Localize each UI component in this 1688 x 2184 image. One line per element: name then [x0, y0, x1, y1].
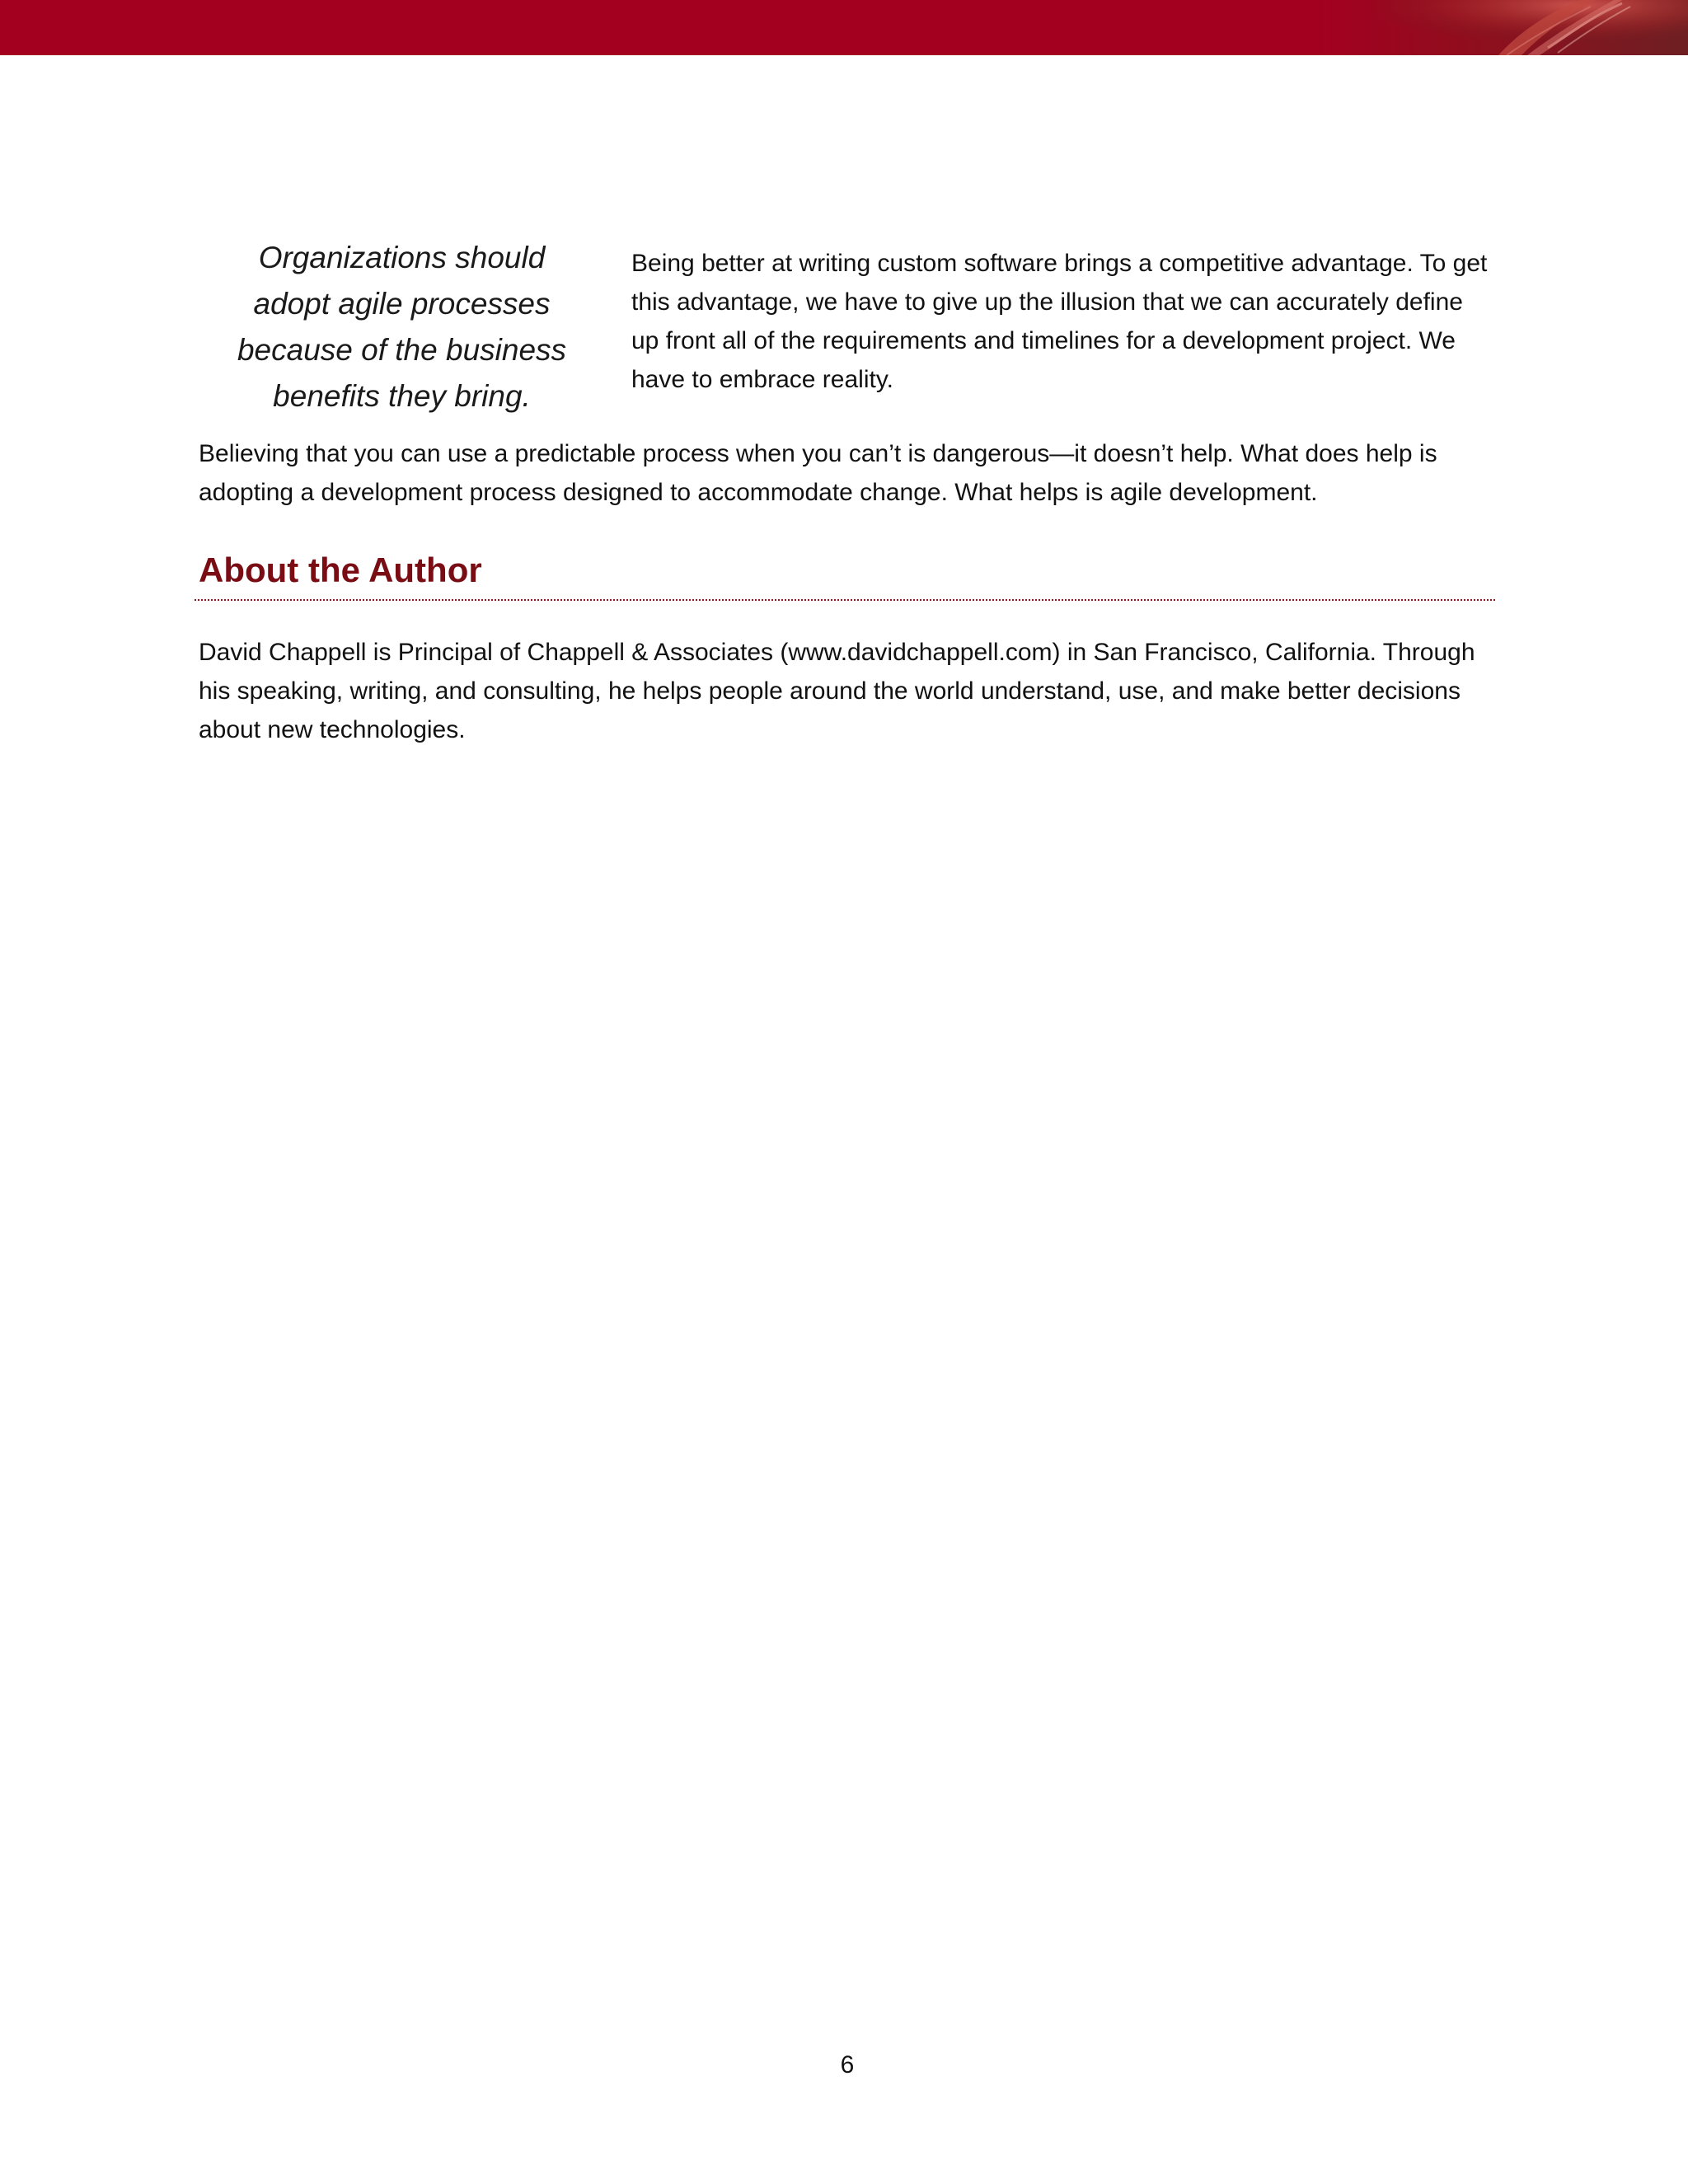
- pull-quote: Organizations should adopt agile processes because of the business benefits they bring.: [237, 241, 567, 413]
- page-number: 6: [840, 2051, 855, 2079]
- body-paragraph: Being better at writing custom software brings a competitive advantage. To get this advantage, we have to give up the illusion that we can accurately define up front all of the requirements and timelines for a development project. We have to embrace reality.: [631, 250, 1488, 393]
- brush-swoosh-graphic: [1375, 0, 1688, 55]
- header-band: [0, 0, 1688, 55]
- body-paragraph: Believing that you can use a predictable process when you can’t is dangerous—it doesn’t help. What does help is adopting a development process designed to accommodate change. What helps is agile development.: [199, 440, 1437, 506]
- section-heading: About the Author: [199, 551, 482, 589]
- author-bio-paragraph: David Chappell is Principal of Chappell & Associates (www.davidchappell.com) in San Francisco, California. Through his speaking, writing, and consulting, he helps people around the world understand, use, and make better decisions about new technologies.: [199, 639, 1475, 743]
- section-divider: [195, 599, 1495, 601]
